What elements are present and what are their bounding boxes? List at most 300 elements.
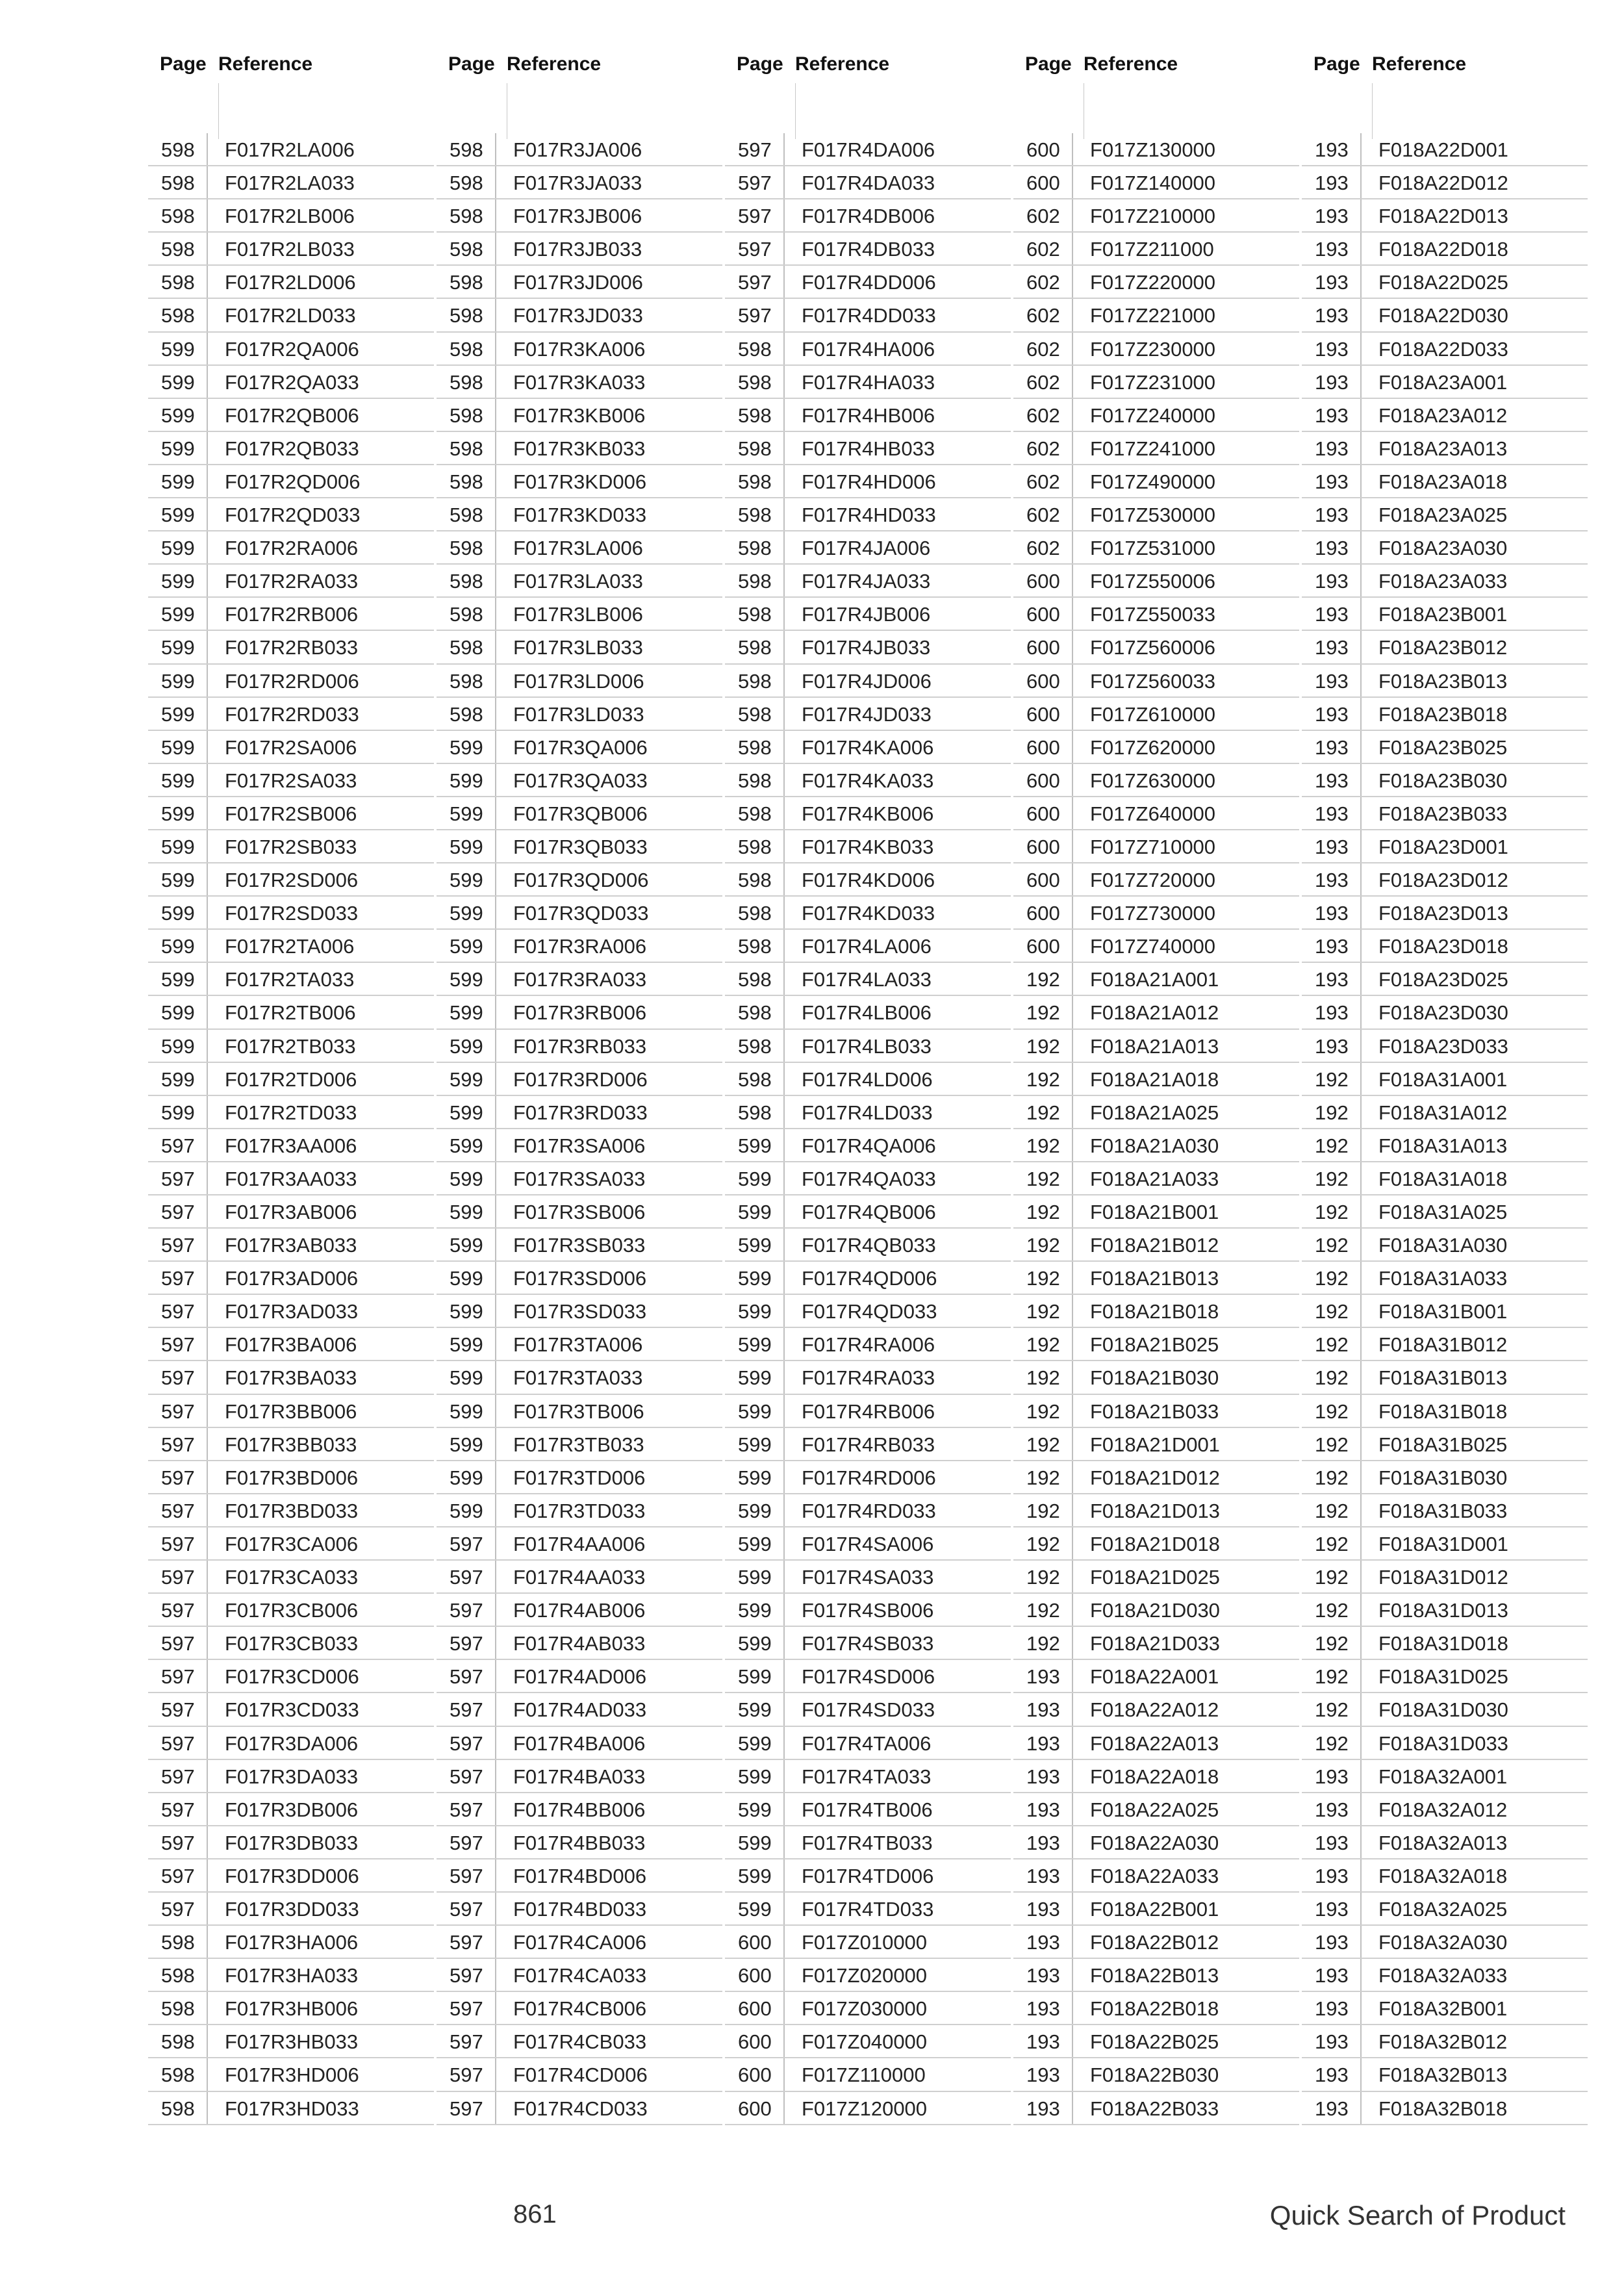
page-cell: 598	[738, 702, 772, 726]
reference-cell: F017R4BD006	[513, 1864, 647, 1887]
cell-divider	[1072, 333, 1073, 364]
table-row	[1302, 565, 1588, 598]
table-row	[1013, 996, 1299, 1029]
reference-cell: F017R4TA033	[802, 1765, 932, 1788]
page-cell: 600	[1026, 702, 1060, 726]
cell-divider	[783, 963, 785, 995]
footer-title: Quick Search of Product	[1269, 2200, 1566, 2230]
table-row	[1302, 1926, 1588, 1959]
cell-divider	[783, 1162, 785, 1194]
table-row	[1013, 1992, 1299, 2025]
cell-divider	[495, 731, 496, 763]
page-cell: 597	[161, 1499, 195, 1522]
page-cell: 599	[161, 504, 195, 527]
cell-divider	[1072, 1594, 1073, 1626]
page-cell: 599	[161, 802, 195, 825]
cell-divider	[1360, 498, 1362, 530]
table-row	[148, 863, 434, 897]
cell-divider	[783, 531, 785, 563]
cell-divider	[783, 1926, 785, 1958]
cell-divider	[207, 1361, 208, 1393]
reference-cell: F017R4DD006	[802, 271, 936, 294]
page-cell: 193	[1315, 835, 1349, 858]
table-row	[1013, 1561, 1299, 1594]
table-row	[437, 266, 722, 299]
reference-cell: F017R2TB006	[225, 1001, 356, 1025]
cell-divider	[207, 1992, 208, 2024]
reference-cell: F017R2LA006	[225, 138, 355, 161]
table-row	[725, 1162, 1011, 1195]
table-row	[725, 1727, 1011, 1760]
reference-cell: F018A21D012	[1090, 1466, 1220, 1489]
cell-divider	[1360, 1793, 1362, 1825]
table-row	[1302, 432, 1588, 465]
page-cell: 597	[161, 1831, 195, 1854]
reference-cell: F017Z110000	[802, 2063, 926, 2087]
reference-cell: F017R3QA033	[513, 769, 648, 792]
page-cell: 192	[1315, 1067, 1349, 1091]
reference-cell: F018A22B030	[1090, 2063, 1219, 2087]
page-cell: 598	[738, 437, 772, 460]
table-row	[725, 1063, 1011, 1096]
page-cell: 598	[161, 1931, 195, 1954]
cell-divider	[1072, 1328, 1073, 1360]
reference-cell: F017R3KA033	[513, 370, 646, 394]
header-reference-label: Reference	[1084, 53, 1178, 75]
page-cell: 599	[738, 1201, 772, 1223]
table-row	[725, 631, 1011, 664]
table-row	[148, 1030, 434, 1063]
cell-divider	[783, 565, 785, 596]
page-cell: 193	[1026, 1731, 1060, 1755]
table-row	[148, 665, 434, 698]
page-cell: 598	[450, 603, 483, 626]
cell-divider	[1072, 1527, 1073, 1559]
reference-cell: F017R2RD033	[225, 702, 359, 726]
reference-cell: F018A22A030	[1090, 1831, 1219, 1854]
cell-divider	[207, 1527, 208, 1559]
reference-cell: F018A22A001	[1090, 1665, 1219, 1689]
table-row	[437, 1859, 722, 1893]
cell-divider	[1072, 1959, 1073, 1991]
page-cell: 600	[1026, 735, 1060, 759]
table-row	[1013, 963, 1299, 996]
table-row	[148, 797, 434, 830]
table-row	[725, 1893, 1011, 1926]
header-reference-label: Reference	[795, 53, 890, 75]
page-cell: 193	[1026, 1864, 1060, 1887]
cell-divider	[1072, 598, 1073, 630]
cell-divider	[495, 1361, 496, 1393]
cell-divider	[207, 1395, 208, 1427]
cell-divider	[495, 1926, 496, 1958]
reference-cell: F018A23A025	[1378, 504, 1508, 527]
reference-cell: F017R2TD033	[225, 1101, 357, 1124]
cell-divider	[495, 1992, 496, 2024]
page-cell: 598	[738, 1001, 772, 1025]
page-cell: 597	[161, 1167, 195, 1190]
page-cell: 599	[738, 1333, 772, 1357]
reference-cell: F017Z140000	[1090, 172, 1216, 195]
cell-divider	[1072, 233, 1073, 264]
cell-divider	[1072, 863, 1073, 895]
cell-divider	[1360, 1760, 1362, 1792]
page-cell: 598	[450, 570, 483, 593]
page-cell: 599	[450, 1267, 483, 1290]
reference-cell: F017R4QD006	[802, 1267, 937, 1290]
table-row	[1013, 1262, 1299, 1295]
page-cell: 597	[450, 1964, 483, 1987]
reference-cell: F017R3HB006	[225, 1997, 359, 2021]
reference-cell: F017R4KA006	[802, 735, 934, 759]
table-row	[1013, 1727, 1299, 1760]
page-cell: 599	[450, 1499, 483, 1522]
table-row	[437, 465, 722, 498]
table-row	[725, 1859, 1011, 1893]
page-cell: 599	[450, 802, 483, 825]
reference-cell: F018A32B013	[1378, 2063, 1508, 2087]
reference-cell: F018A31B012	[1378, 1333, 1508, 1357]
reference-cell: F017Z490000	[1090, 470, 1216, 493]
table-row	[1302, 366, 1588, 399]
table-row	[437, 2092, 722, 2125]
table-row	[1302, 1660, 1588, 1693]
reference-cell: F018A31A012	[1378, 1101, 1508, 1124]
page-cell: 597	[161, 1234, 195, 1257]
cell-divider	[783, 498, 785, 530]
page-cell: 598	[450, 437, 483, 460]
page-cell: 599	[450, 769, 483, 792]
page-cell: 597	[450, 1532, 483, 1555]
cell-divider	[207, 1428, 208, 1460]
reference-cell: F017R2SA006	[225, 735, 357, 759]
cell-divider	[1360, 366, 1362, 398]
table-row	[148, 1461, 434, 1494]
reference-cell: F017R4AB006	[513, 1599, 646, 1622]
reference-cell: F017R2RA006	[225, 537, 359, 560]
cell-divider	[783, 1893, 785, 1924]
reference-cell: F017R4RB006	[802, 1399, 935, 1423]
table-row	[1302, 1361, 1588, 1394]
cell-divider	[1360, 1527, 1362, 1559]
page-cell: 599	[738, 1134, 772, 1157]
page-cell: 602	[1026, 437, 1060, 460]
table-row	[725, 1594, 1011, 1627]
page-cell: 599	[738, 1698, 772, 1722]
page-cell: 598	[738, 337, 772, 361]
page-cell: 598	[450, 304, 483, 327]
cell-divider	[495, 1627, 496, 1659]
cell-divider	[1360, 133, 1362, 165]
reference-cell: F018A31B025	[1378, 1433, 1508, 1456]
table-row	[437, 366, 722, 399]
reference-cell: F018A21B018	[1090, 1300, 1219, 1323]
page-cell: 600	[1026, 138, 1060, 161]
header-reference-label: Reference	[507, 53, 602, 75]
table-row	[725, 2092, 1011, 2125]
reference-cell: F017R4DA033	[802, 172, 935, 195]
page-cell: 193	[1315, 370, 1349, 394]
table-row	[148, 1893, 434, 1926]
table-row	[1302, 1793, 1588, 1826]
page-cell: 192	[1315, 1466, 1349, 1489]
cell-divider	[495, 2025, 496, 2057]
table-row	[1302, 1395, 1588, 1428]
page-cell: 599	[738, 1831, 772, 1854]
cell-divider	[783, 1826, 785, 1858]
table-row	[1013, 1361, 1299, 1394]
table-row	[725, 2058, 1011, 2091]
page-cell: 192	[1026, 1201, 1060, 1223]
page-cell: 193	[1026, 1831, 1060, 1854]
table-row	[437, 1561, 722, 1594]
cell-divider	[783, 2025, 785, 2057]
table-row	[148, 2025, 434, 2058]
table-row	[437, 166, 722, 199]
page-cell: 599	[450, 1234, 483, 1257]
cell-divider	[1360, 1959, 1362, 1991]
table-row	[148, 1859, 434, 1893]
reference-cell: F017R3JD033	[513, 304, 643, 327]
page-cell: 597	[450, 2097, 483, 2120]
table-row	[148, 233, 434, 266]
reference-cell: F017Z240000	[1090, 403, 1216, 427]
cell-divider	[783, 1096, 785, 1128]
table-row	[437, 1361, 722, 1394]
reference-cell: F017R3BA033	[225, 1366, 357, 1390]
cell-divider	[783, 1030, 785, 1062]
table-row	[1302, 1859, 1588, 1893]
reference-cell: F017R3CD033	[225, 1698, 359, 1722]
cell-divider	[783, 731, 785, 763]
page-cell: 597	[450, 1897, 483, 1921]
page-cell: 193	[1026, 1798, 1060, 1821]
cell-divider	[1072, 2058, 1073, 2090]
table-row	[437, 133, 722, 166]
cell-divider	[783, 432, 785, 464]
cell-divider	[1360, 930, 1362, 962]
reference-cell: F018A31D025	[1378, 1665, 1508, 1689]
page-cell: 599	[450, 1001, 483, 1025]
reference-cell: F017R4AD006	[513, 1665, 647, 1689]
reference-cell: F018A22D012	[1378, 172, 1508, 195]
table-row	[148, 698, 434, 731]
reference-cell: F017R4HB006	[802, 403, 935, 427]
page-cell: 193	[1026, 1698, 1060, 1722]
page-cell: 597	[161, 1134, 195, 1157]
table-row	[437, 1760, 722, 1793]
page-cell: 599	[161, 968, 195, 991]
table-row	[1302, 531, 1588, 565]
reference-cell: F017R2RB006	[225, 603, 359, 626]
cell-divider	[1072, 996, 1073, 1028]
cell-divider	[495, 897, 496, 928]
table-row	[1302, 830, 1588, 863]
table-row	[1013, 1627, 1299, 1660]
reference-cell: F018A21D018	[1090, 1532, 1220, 1555]
table-row	[1302, 1030, 1588, 1063]
table-row	[1013, 465, 1299, 498]
reference-cell: F018A32B001	[1378, 1997, 1508, 2021]
reference-cell: F017R4AA006	[513, 1532, 646, 1555]
reference-cell: F017R2QD033	[225, 504, 361, 527]
page-cell: 600	[1026, 802, 1060, 825]
table-row	[1302, 731, 1588, 764]
reference-cell: F017R4CD006	[513, 2063, 648, 2087]
table-row	[1302, 266, 1588, 299]
page-cell: 602	[1026, 470, 1060, 493]
cell-divider	[207, 1561, 208, 1592]
reference-cell: F017R3QD006	[513, 869, 649, 892]
page-cell: 192	[1315, 1134, 1349, 1157]
cell-divider	[495, 1693, 496, 1725]
table-row	[437, 996, 722, 1029]
page-cell: 599	[450, 735, 483, 759]
header-reference-label: Reference	[1372, 53, 1467, 75]
cell-divider	[783, 631, 785, 663]
cell-divider	[1360, 565, 1362, 596]
cell-divider	[207, 830, 208, 862]
table-row	[148, 1727, 434, 1760]
cell-divider	[207, 1295, 208, 1327]
cell-divider	[1072, 565, 1073, 596]
reference-cell: F017R4KD033	[802, 902, 935, 925]
reference-cell: F017R2SA033	[225, 769, 357, 792]
table-row	[725, 1262, 1011, 1295]
table-row	[725, 1992, 1011, 2025]
page-cell: 599	[738, 1731, 772, 1755]
cell-divider	[1072, 665, 1073, 696]
cell-divider	[495, 631, 496, 663]
table-row	[148, 432, 434, 465]
cell-divider	[1360, 1594, 1362, 1626]
cell-divider	[783, 266, 785, 298]
cell-divider	[495, 1561, 496, 1592]
reference-cell: F017R4JD006	[802, 669, 932, 693]
page-cell: 192	[1315, 1632, 1349, 1655]
cell-divider	[1072, 366, 1073, 398]
cell-divider	[1360, 1129, 1362, 1161]
page-cell: 597	[738, 205, 772, 228]
page-cell: 599	[738, 1599, 772, 1622]
page-cell: 599	[161, 1067, 195, 1091]
page-cell: 193	[1026, 2030, 1060, 2054]
table-row	[725, 199, 1011, 233]
reference-cell: F017Z130000	[1090, 138, 1216, 161]
cell-divider	[1360, 1859, 1362, 1891]
page-cell: 602	[1026, 271, 1060, 294]
cell-divider	[783, 1793, 785, 1825]
page-cell: 598	[161, 2097, 195, 2120]
page-cell: 193	[1315, 1001, 1349, 1025]
reference-cell: F017R3DB006	[225, 1798, 359, 1821]
page-cell: 597	[450, 1864, 483, 1887]
cell-divider	[783, 665, 785, 696]
page-cell: 193	[1315, 238, 1349, 261]
reference-cell: F018A23B013	[1378, 669, 1508, 693]
page-cell: 598	[738, 1067, 772, 1091]
cell-divider	[783, 199, 785, 231]
reference-cell: F017R3SA033	[513, 1167, 646, 1190]
table-row	[725, 731, 1011, 764]
reference-cell: F017R4HD006	[802, 470, 936, 493]
cell-divider	[207, 1727, 208, 1759]
reference-cell: F018A22A018	[1090, 1765, 1219, 1788]
page-cell: 597	[161, 1665, 195, 1689]
page-cell: 598	[738, 802, 772, 825]
cell-divider	[495, 598, 496, 630]
page-cell: 599	[738, 1366, 772, 1390]
cell-divider	[783, 1129, 785, 1161]
page-cell: 597	[161, 1433, 195, 1456]
table-row	[148, 1494, 434, 1527]
table-row	[1302, 1428, 1588, 1461]
page-cell: 598	[738, 603, 772, 626]
cell-divider	[783, 996, 785, 1028]
page-cell: 599	[161, 570, 195, 593]
reference-cell: F018A31A018	[1378, 1167, 1508, 1190]
page-cell: 192	[1026, 1399, 1060, 1423]
reference-cell: F018A22D030	[1378, 304, 1508, 327]
cell-divider	[783, 1428, 785, 1460]
page-cell: 192	[1026, 1067, 1060, 1091]
cell-divider	[783, 1262, 785, 1294]
page-cell: 193	[1315, 403, 1349, 427]
cell-divider	[1072, 133, 1073, 165]
table-row	[725, 1129, 1011, 1162]
cell-divider	[783, 1627, 785, 1659]
reference-cell: F017R4CA033	[513, 1964, 647, 1987]
table-row	[1013, 1760, 1299, 1793]
page-cell: 597	[738, 271, 772, 294]
cell-divider	[1360, 1262, 1362, 1294]
table-row	[725, 1328, 1011, 1361]
cell-divider	[1072, 1063, 1073, 1095]
cell-divider	[1072, 797, 1073, 829]
cell-divider	[495, 299, 496, 331]
table-row	[725, 1527, 1011, 1561]
reference-cell: F018A31A013	[1378, 1134, 1508, 1157]
page-cell: 192	[1026, 1234, 1060, 1257]
page-cell: 598	[450, 138, 483, 161]
page-cell: 599	[450, 1333, 483, 1357]
cell-divider	[1360, 1096, 1362, 1128]
reference-cell: F017R4RA033	[802, 1366, 935, 1390]
cell-divider	[1360, 963, 1362, 995]
reference-cell: F018A32A001	[1378, 1765, 1508, 1788]
table-row	[1013, 863, 1299, 897]
cell-divider	[1360, 266, 1362, 298]
reference-cell: F018A31D013	[1378, 1599, 1508, 1622]
page-cell: 192	[1315, 1599, 1349, 1622]
page-cell: 192	[1315, 1433, 1349, 1456]
reference-cell: F017R2QD006	[225, 470, 361, 493]
table-row	[148, 399, 434, 432]
table-row	[1302, 930, 1588, 963]
cell-divider	[1072, 930, 1073, 962]
table-row	[148, 1428, 434, 1461]
table-row	[725, 1793, 1011, 1826]
page-cell: 599	[450, 1201, 483, 1223]
page-cell: 193	[1315, 1831, 1349, 1854]
reference-cell: F017Z640000	[1090, 802, 1216, 825]
page-cell: 193	[1026, 1997, 1060, 2021]
row-list	[1302, 133, 1588, 2125]
reference-cell: F017R3CA033	[225, 1566, 359, 1589]
cell-divider	[495, 1262, 496, 1294]
reference-cell: F017R3KB033	[513, 437, 646, 460]
reference-cell: F017R4QD033	[802, 1300, 937, 1323]
